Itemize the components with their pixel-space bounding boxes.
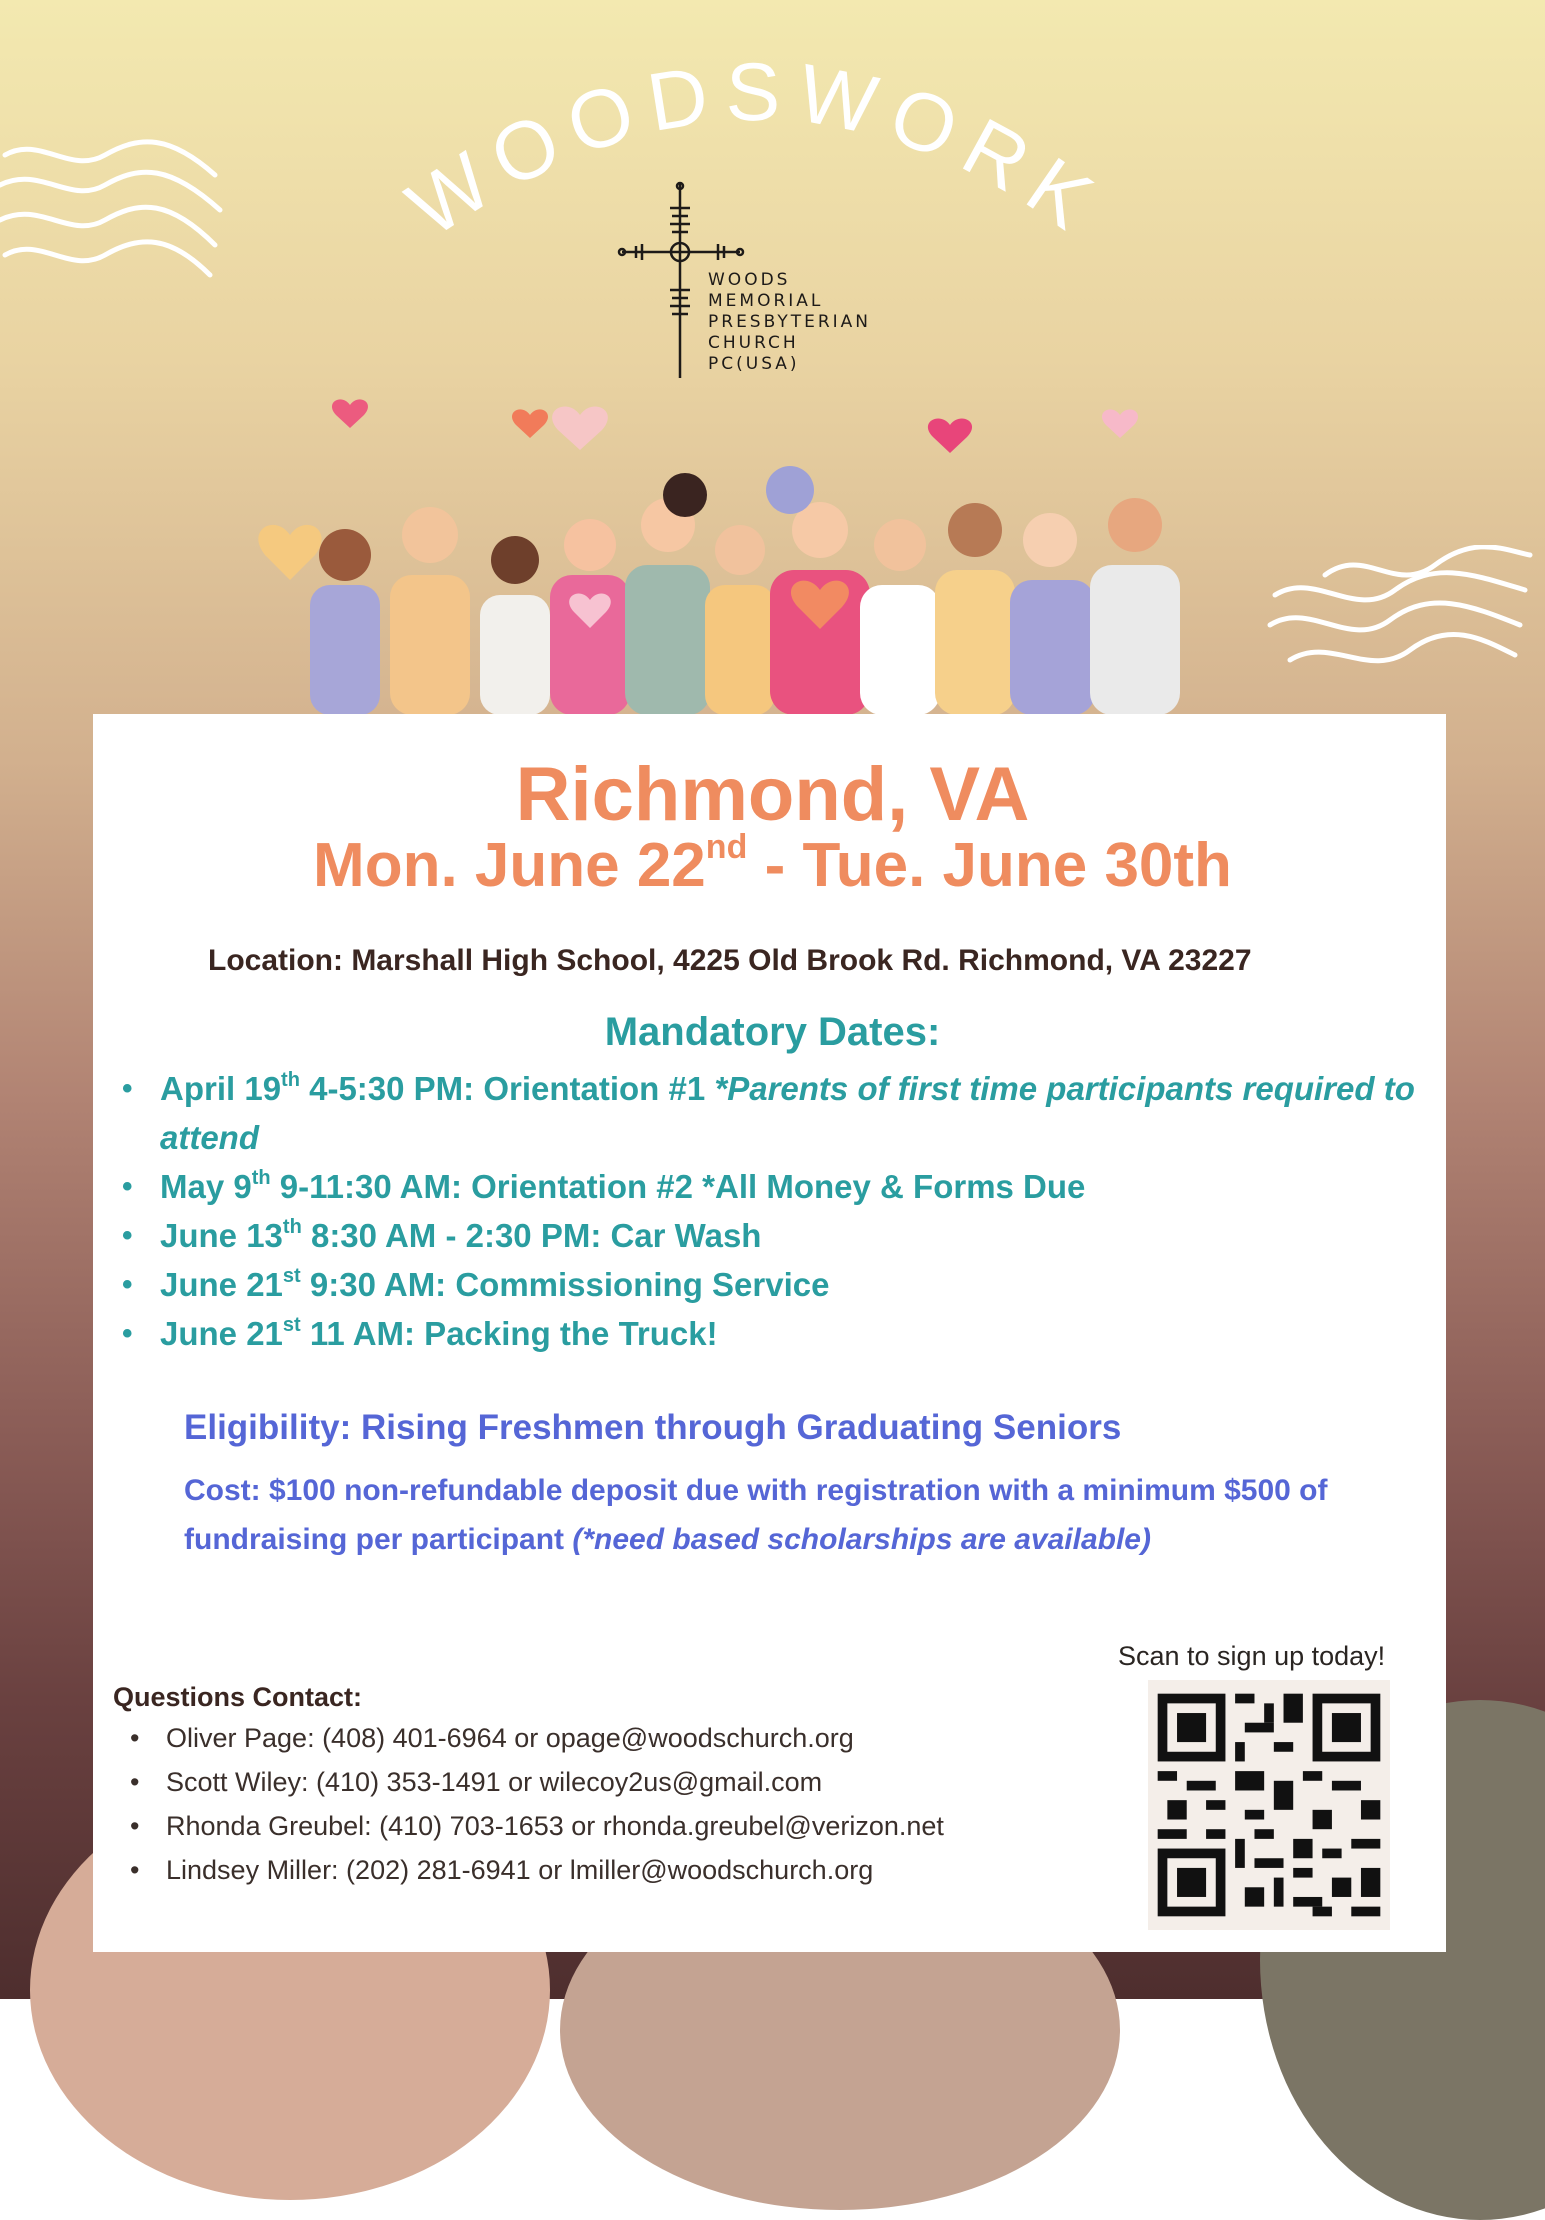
svg-text:WOODSWORK: WOODSWORK: [392, 46, 1120, 255]
contact-item: • Lindsey Miller: (202) 281-6941 or lmiller@woodschurch.org: [128, 1848, 944, 1892]
wave-lines-right-icon: [1265, 545, 1535, 685]
event-dates: Mon. June 22nd - Tue. June 30th: [313, 828, 1232, 900]
list-item: • June 21st 11 AM: Packing the Truck!: [118, 1309, 1438, 1358]
event-location: Location: Marshall High School, 4225 Old Brook Rd. Richmond, VA 23227: [208, 944, 1252, 977]
contact-item: • Scott Wiley: (410) 353-1491 or wilecoy2us@gmail.com: [128, 1760, 944, 1804]
eligibility-text: Eligibility: Rising Freshmen through Graduating Seniors: [184, 1408, 1122, 1447]
cost-text: Cost: $100 non-refundable deposit due with registration with a minimum $500 of fundraising per participant (*need based scholarships are available): [184, 1474, 1328, 1556]
contact-item: • Rhonda Greubel: (410) 703-1653 or rhonda.greubel@verizon.net: [128, 1804, 944, 1848]
list-item: • June 21st 9:30 AM: Commissioning Service: [118, 1260, 1438, 1309]
contacts-list: [128, 1716, 944, 1892]
crowd-illustration: [250, 385, 1250, 715]
mandatory-dates-heading: Mandatory Dates:: [604, 1010, 941, 1054]
list-item: • April 19th 4-5:30 PM: Orientation #1 *Parents of first time participants required to attend: [118, 1064, 1438, 1162]
contact-item: • Oliver Page: (408) 401-6964 or opage@woodschurch.org: [128, 1716, 944, 1760]
mandatory-dates-list: [118, 1064, 1438, 1358]
qr-code-icon[interactable]: [1148, 1680, 1390, 1930]
list-item: • May 9th 9-11:30 AM: Orientation #2 *All Money & Forms Due: [118, 1162, 1438, 1211]
event-city: Richmond, VA: [515, 752, 1030, 837]
signup-label: Scan to sign up today!: [1118, 1641, 1386, 1671]
contacts-heading: Questions Contact:: [113, 1682, 363, 1712]
church-name: WOODS MEMORIAL PRESBYTERIAN CHURCH PC(USA): [708, 270, 872, 374]
list-item: • June 13th 8:30 AM - 2:30 PM: Car Wash: [118, 1211, 1438, 1260]
